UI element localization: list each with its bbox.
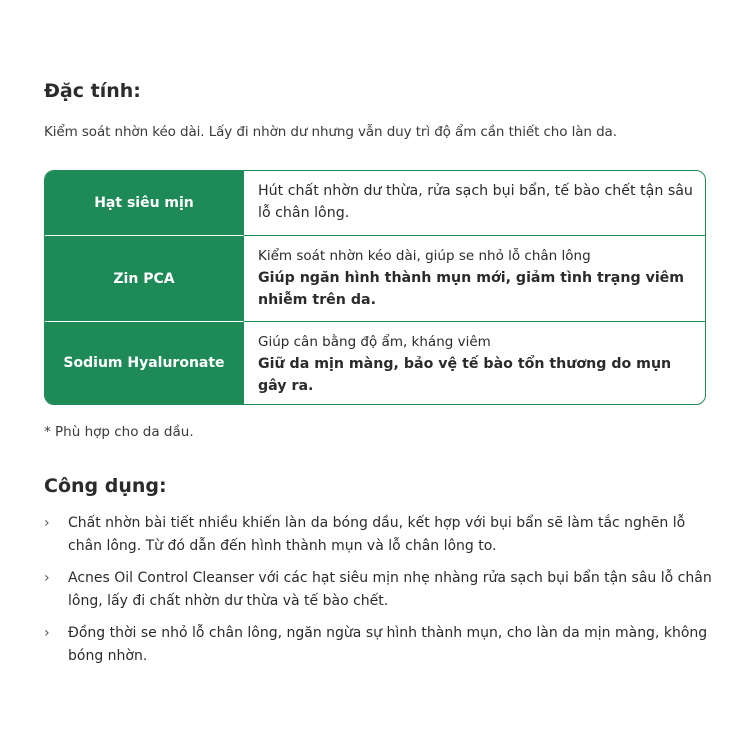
ingredient-description-text: Hút chất nhờn dư thừa, rửa sạch bụi bẩn, tế bào chết tận sâu lỗ chân lông. xyxy=(258,183,693,221)
list-item-text: Chất nhờn bài tiết nhiều khiến làn da bóng dầu, kết hợp với bụi bẩn sẽ làm tắc nghẽn lỗ chân lông. Từ đó dẫn đến hình thành mụn và lỗ chân lông to. xyxy=(68,515,686,554)
ingredient-description-bold: Giữ da mịn màng, bảo vệ tế bào tổn thương do mụn gây ra. xyxy=(258,356,672,394)
list-item xyxy=(44,512,714,558)
list-item xyxy=(44,567,714,613)
list-item-text: Acnes Oil Control Cleanser với các hạt siêu mịn nhẹ nhàng rửa sạch bụi bẩn tận sâu lỗ chân lông, lấy đi chất nhờn dư thừa và tế bào chết. xyxy=(68,570,712,609)
ingredient-description xyxy=(244,236,705,322)
uses-list xyxy=(44,512,714,677)
ingredient-description-line: Giúp cân bằng độ ẩm, kháng viêm xyxy=(258,334,491,350)
list-item xyxy=(44,622,714,668)
chevron-right-icon: › xyxy=(44,570,50,586)
ingredient-row xyxy=(45,235,705,322)
ingredient-name: Sodium Hyaluronate xyxy=(45,321,244,405)
ingredient-description-line: Kiểm soát nhờn kéo dài, giúp se nhỏ lỗ chân lông xyxy=(258,248,591,264)
chevron-right-icon: › xyxy=(44,515,50,531)
ingredient-row xyxy=(45,321,705,404)
skin-type-note: * Phù hợp cho da dầu. xyxy=(44,424,194,440)
properties-heading: Đặc tính: xyxy=(44,80,141,102)
ingredient-row xyxy=(45,171,705,235)
properties-intro: Kiểm soát nhờn kéo dài. Lấy đi nhờn dư nhưng vẫn duy trì độ ẩm cần thiết cho làn da. xyxy=(44,124,617,140)
uses-heading: Công dụng: xyxy=(44,475,167,497)
list-item-text: Đồng thời se nhỏ lỗ chân lông, ngăn ngừa sự hình thành mụn, cho làn da mịn màng, không bóng nhờn. xyxy=(68,625,708,664)
ingredient-description xyxy=(244,322,705,404)
ingredient-name: Zin PCA xyxy=(45,235,244,323)
ingredient-description xyxy=(244,171,705,235)
ingredients-table xyxy=(44,170,706,405)
ingredient-description-bold: Giúp ngăn hình thành mụn mới, giảm tình trạng viêm nhiễm trên da. xyxy=(258,270,685,308)
ingredient-name: Hạt siêu mịn xyxy=(45,171,244,235)
chevron-right-icon: › xyxy=(44,625,50,641)
